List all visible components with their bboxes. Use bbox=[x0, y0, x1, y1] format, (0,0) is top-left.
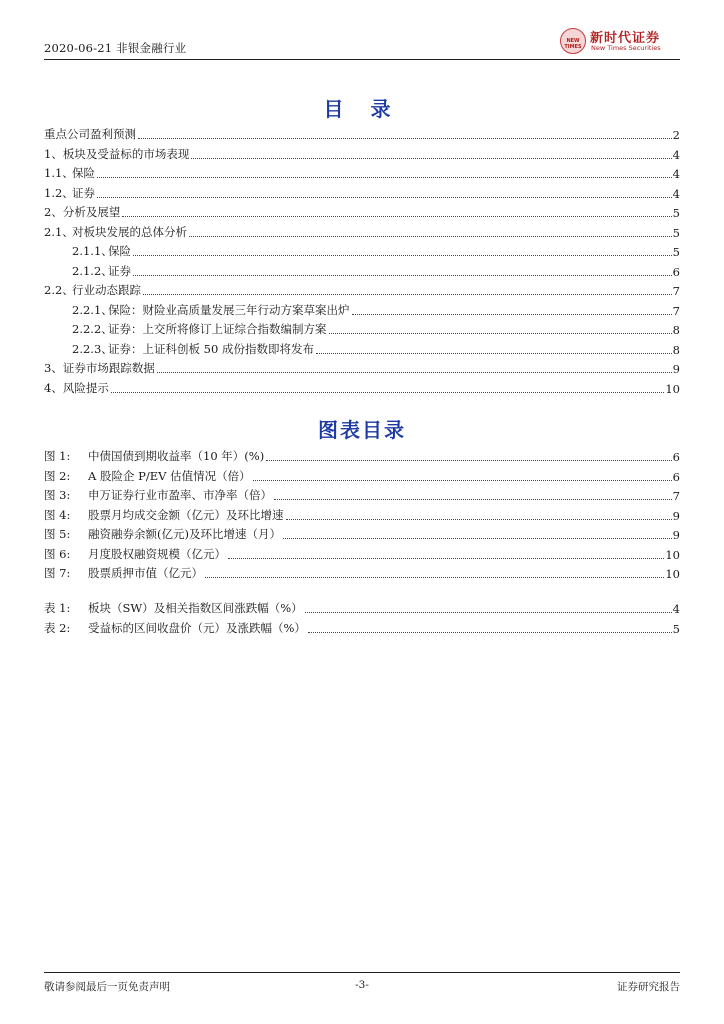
list-item[interactable] bbox=[44, 378, 680, 396]
entry-page-number: 10 bbox=[665, 381, 680, 396]
entry-number: 图 7: bbox=[44, 566, 71, 580]
dot-leader bbox=[329, 332, 672, 334]
footer-report-type: 证券研究报告 bbox=[617, 981, 680, 993]
entry-number: 1.1、 bbox=[44, 166, 74, 180]
entry-number: 2.1、 bbox=[44, 224, 74, 239]
entry-page-number: 10 bbox=[665, 547, 680, 562]
entry-title: 保险 bbox=[72, 166, 95, 180]
entry-page-number: 4 bbox=[672, 147, 680, 162]
dot-leader bbox=[308, 631, 672, 633]
dot-leader bbox=[228, 557, 664, 559]
entry-title: 申万证券行业市盈率、市净率（倍） bbox=[88, 488, 272, 502]
entry-number: 2.2.3、 bbox=[72, 341, 113, 356]
entry-page-number: 2 bbox=[672, 128, 680, 142]
company-logo bbox=[560, 26, 680, 56]
entry-page-number: 6 bbox=[672, 450, 680, 464]
entry-title: 股票月均成交金额（亿元）及环比增速 bbox=[88, 507, 284, 522]
dot-leader bbox=[191, 157, 671, 159]
entry-number: 图 5: bbox=[44, 527, 71, 541]
dot-leader bbox=[205, 576, 664, 578]
entry-page-number: 7 bbox=[672, 303, 680, 318]
entry-title: 证券市场跟踪数据 bbox=[62, 361, 155, 375]
entry-number: 2.1.1、 bbox=[72, 244, 113, 258]
entry-title: 重点公司盈利预测 bbox=[44, 127, 136, 141]
dot-leader bbox=[305, 611, 672, 613]
entry-number: 4、 bbox=[44, 380, 63, 395]
entry-page-number: 10 bbox=[665, 567, 680, 581]
dot-leader bbox=[274, 498, 672, 500]
entry-title: 股票质押市值（亿元） bbox=[88, 566, 203, 580]
dot-leader bbox=[122, 215, 671, 217]
entry-title: 保险：财险业高质量发展三年行动方案草案出炉 bbox=[108, 302, 350, 317]
entry-page-number: 9 bbox=[672, 508, 680, 523]
dot-leader bbox=[97, 176, 672, 178]
list-item[interactable] bbox=[44, 183, 680, 201]
list-item[interactable] bbox=[44, 466, 680, 484]
list-item[interactable] bbox=[44, 598, 680, 616]
entry-title: 板块（SW）及相关指数区间涨跌幅（%） bbox=[88, 601, 303, 615]
entry-page-number: 7 bbox=[672, 489, 680, 503]
logo-name-cn: 新时代证券 bbox=[590, 31, 661, 46]
list-item[interactable] bbox=[44, 202, 680, 220]
list-item[interactable] bbox=[72, 261, 680, 279]
entry-page-number: 9 bbox=[672, 362, 680, 376]
dot-leader bbox=[352, 313, 672, 315]
entry-number: 2.2.2、 bbox=[72, 322, 113, 336]
entry-title: 证券 bbox=[72, 185, 95, 200]
list-item[interactable] bbox=[44, 524, 680, 542]
list-item[interactable] bbox=[44, 618, 680, 636]
entry-title: 融资融券余额(亿元)及环比增速（月） bbox=[88, 527, 281, 541]
entry-title: 证券 bbox=[108, 263, 131, 278]
entry-title: 行业动态跟踪 bbox=[72, 283, 141, 297]
list-item[interactable] bbox=[44, 280, 680, 298]
logo-name-en: New Times Securities bbox=[591, 44, 661, 52]
list-item[interactable] bbox=[72, 300, 680, 318]
list-item[interactable] bbox=[44, 485, 680, 503]
list-item[interactable] bbox=[44, 446, 680, 464]
entry-number: 图 4: bbox=[44, 507, 71, 522]
header-divider bbox=[44, 59, 680, 60]
dot-leader bbox=[143, 293, 672, 295]
entry-page-number: 9 bbox=[672, 528, 680, 542]
entry-number: 表 2: bbox=[44, 620, 71, 635]
list-item[interactable] bbox=[44, 505, 680, 523]
dot-leader bbox=[316, 352, 672, 354]
page-header bbox=[44, 28, 680, 60]
dot-leader bbox=[133, 254, 672, 256]
list-item[interactable] bbox=[72, 339, 680, 357]
entry-title: 分析及展望 bbox=[62, 205, 121, 219]
footer-page-number: -3- bbox=[355, 979, 369, 991]
dot-leader bbox=[286, 518, 672, 520]
entry-page-number: 5 bbox=[672, 245, 680, 259]
entry-title: 风险提示 bbox=[62, 380, 109, 395]
entry-page-number: 5 bbox=[672, 225, 680, 240]
list-item[interactable] bbox=[44, 563, 680, 581]
entry-page-number: 4 bbox=[672, 602, 680, 616]
entry-title: 证券：上证科创板 50 成份指数即将发布 bbox=[108, 341, 314, 356]
entry-title: 受益标的区间收盘价（元）及涨跌幅（%） bbox=[88, 620, 306, 635]
entry-page-number: 7 bbox=[672, 284, 680, 298]
logo-badge-icon: NEW TIMES bbox=[560, 28, 586, 54]
dot-leader bbox=[157, 371, 672, 373]
entry-page-number: 6 bbox=[672, 264, 680, 279]
dot-leader bbox=[111, 391, 665, 393]
toc-title: 目 录 bbox=[323, 97, 401, 121]
dot-leader bbox=[138, 137, 672, 139]
entry-title: A 股险企 P/EV 估值情况（倍） bbox=[88, 468, 251, 483]
entry-number: 1、 bbox=[44, 146, 63, 161]
entry-page-number: 4 bbox=[672, 167, 680, 181]
list-item[interactable] bbox=[44, 358, 680, 376]
list-item[interactable] bbox=[44, 163, 680, 181]
entry-title: 证券：上交所将修订上证综合指数编制方案 bbox=[108, 322, 327, 336]
page-footer bbox=[44, 972, 680, 993]
entry-title: 板块及受益标的市场表现 bbox=[62, 146, 190, 161]
entry-number: 图 2: bbox=[44, 468, 71, 483]
entry-number: 图 6: bbox=[44, 546, 71, 561]
entry-page-number: 8 bbox=[672, 323, 680, 337]
dot-leader bbox=[189, 235, 672, 237]
list-item[interactable] bbox=[72, 241, 680, 259]
entry-number: 2.2、 bbox=[44, 283, 74, 297]
dot-leader bbox=[266, 459, 671, 461]
list-item[interactable] bbox=[44, 144, 680, 162]
entry-number: 3、 bbox=[44, 361, 63, 375]
entry-number: 2.1.2、 bbox=[72, 263, 113, 278]
figures-list-title: 图表目录 bbox=[318, 418, 406, 442]
dot-leader bbox=[97, 196, 672, 198]
entry-page-number: 6 bbox=[672, 469, 680, 484]
list-item[interactable] bbox=[72, 319, 680, 337]
dot-leader bbox=[283, 537, 672, 539]
entry-page-number: 5 bbox=[672, 206, 680, 220]
list-item[interactable] bbox=[44, 222, 680, 240]
list-item[interactable] bbox=[44, 124, 680, 142]
entry-title: 月度股权融资规模（亿元） bbox=[88, 546, 226, 561]
entry-number: 2.2.1、 bbox=[72, 302, 113, 317]
entry-title: 保险 bbox=[108, 244, 131, 258]
entry-page-number: 4 bbox=[672, 186, 680, 201]
entry-number: 2、 bbox=[44, 205, 63, 219]
entry-number: 图 1: bbox=[44, 449, 71, 463]
footer-disclaimer: 敬请参阅最后一页免责声明 bbox=[44, 981, 170, 993]
entry-number: 表 1: bbox=[44, 601, 71, 615]
header-date-sector: 2020-06-21 非银金融行业 bbox=[44, 41, 187, 55]
entry-number: 1.2、 bbox=[44, 185, 74, 200]
entry-number: 图 3: bbox=[44, 488, 71, 502]
entry-title: 对板块发展的总体分析 bbox=[72, 224, 187, 239]
entry-page-number: 5 bbox=[672, 621, 680, 636]
entry-page-number: 8 bbox=[672, 342, 680, 357]
dot-leader bbox=[253, 479, 672, 481]
entry-title: 中债国债到期收益率（10 年）(%) bbox=[88, 449, 265, 463]
list-item[interactable] bbox=[44, 544, 680, 562]
dot-leader bbox=[133, 274, 672, 276]
